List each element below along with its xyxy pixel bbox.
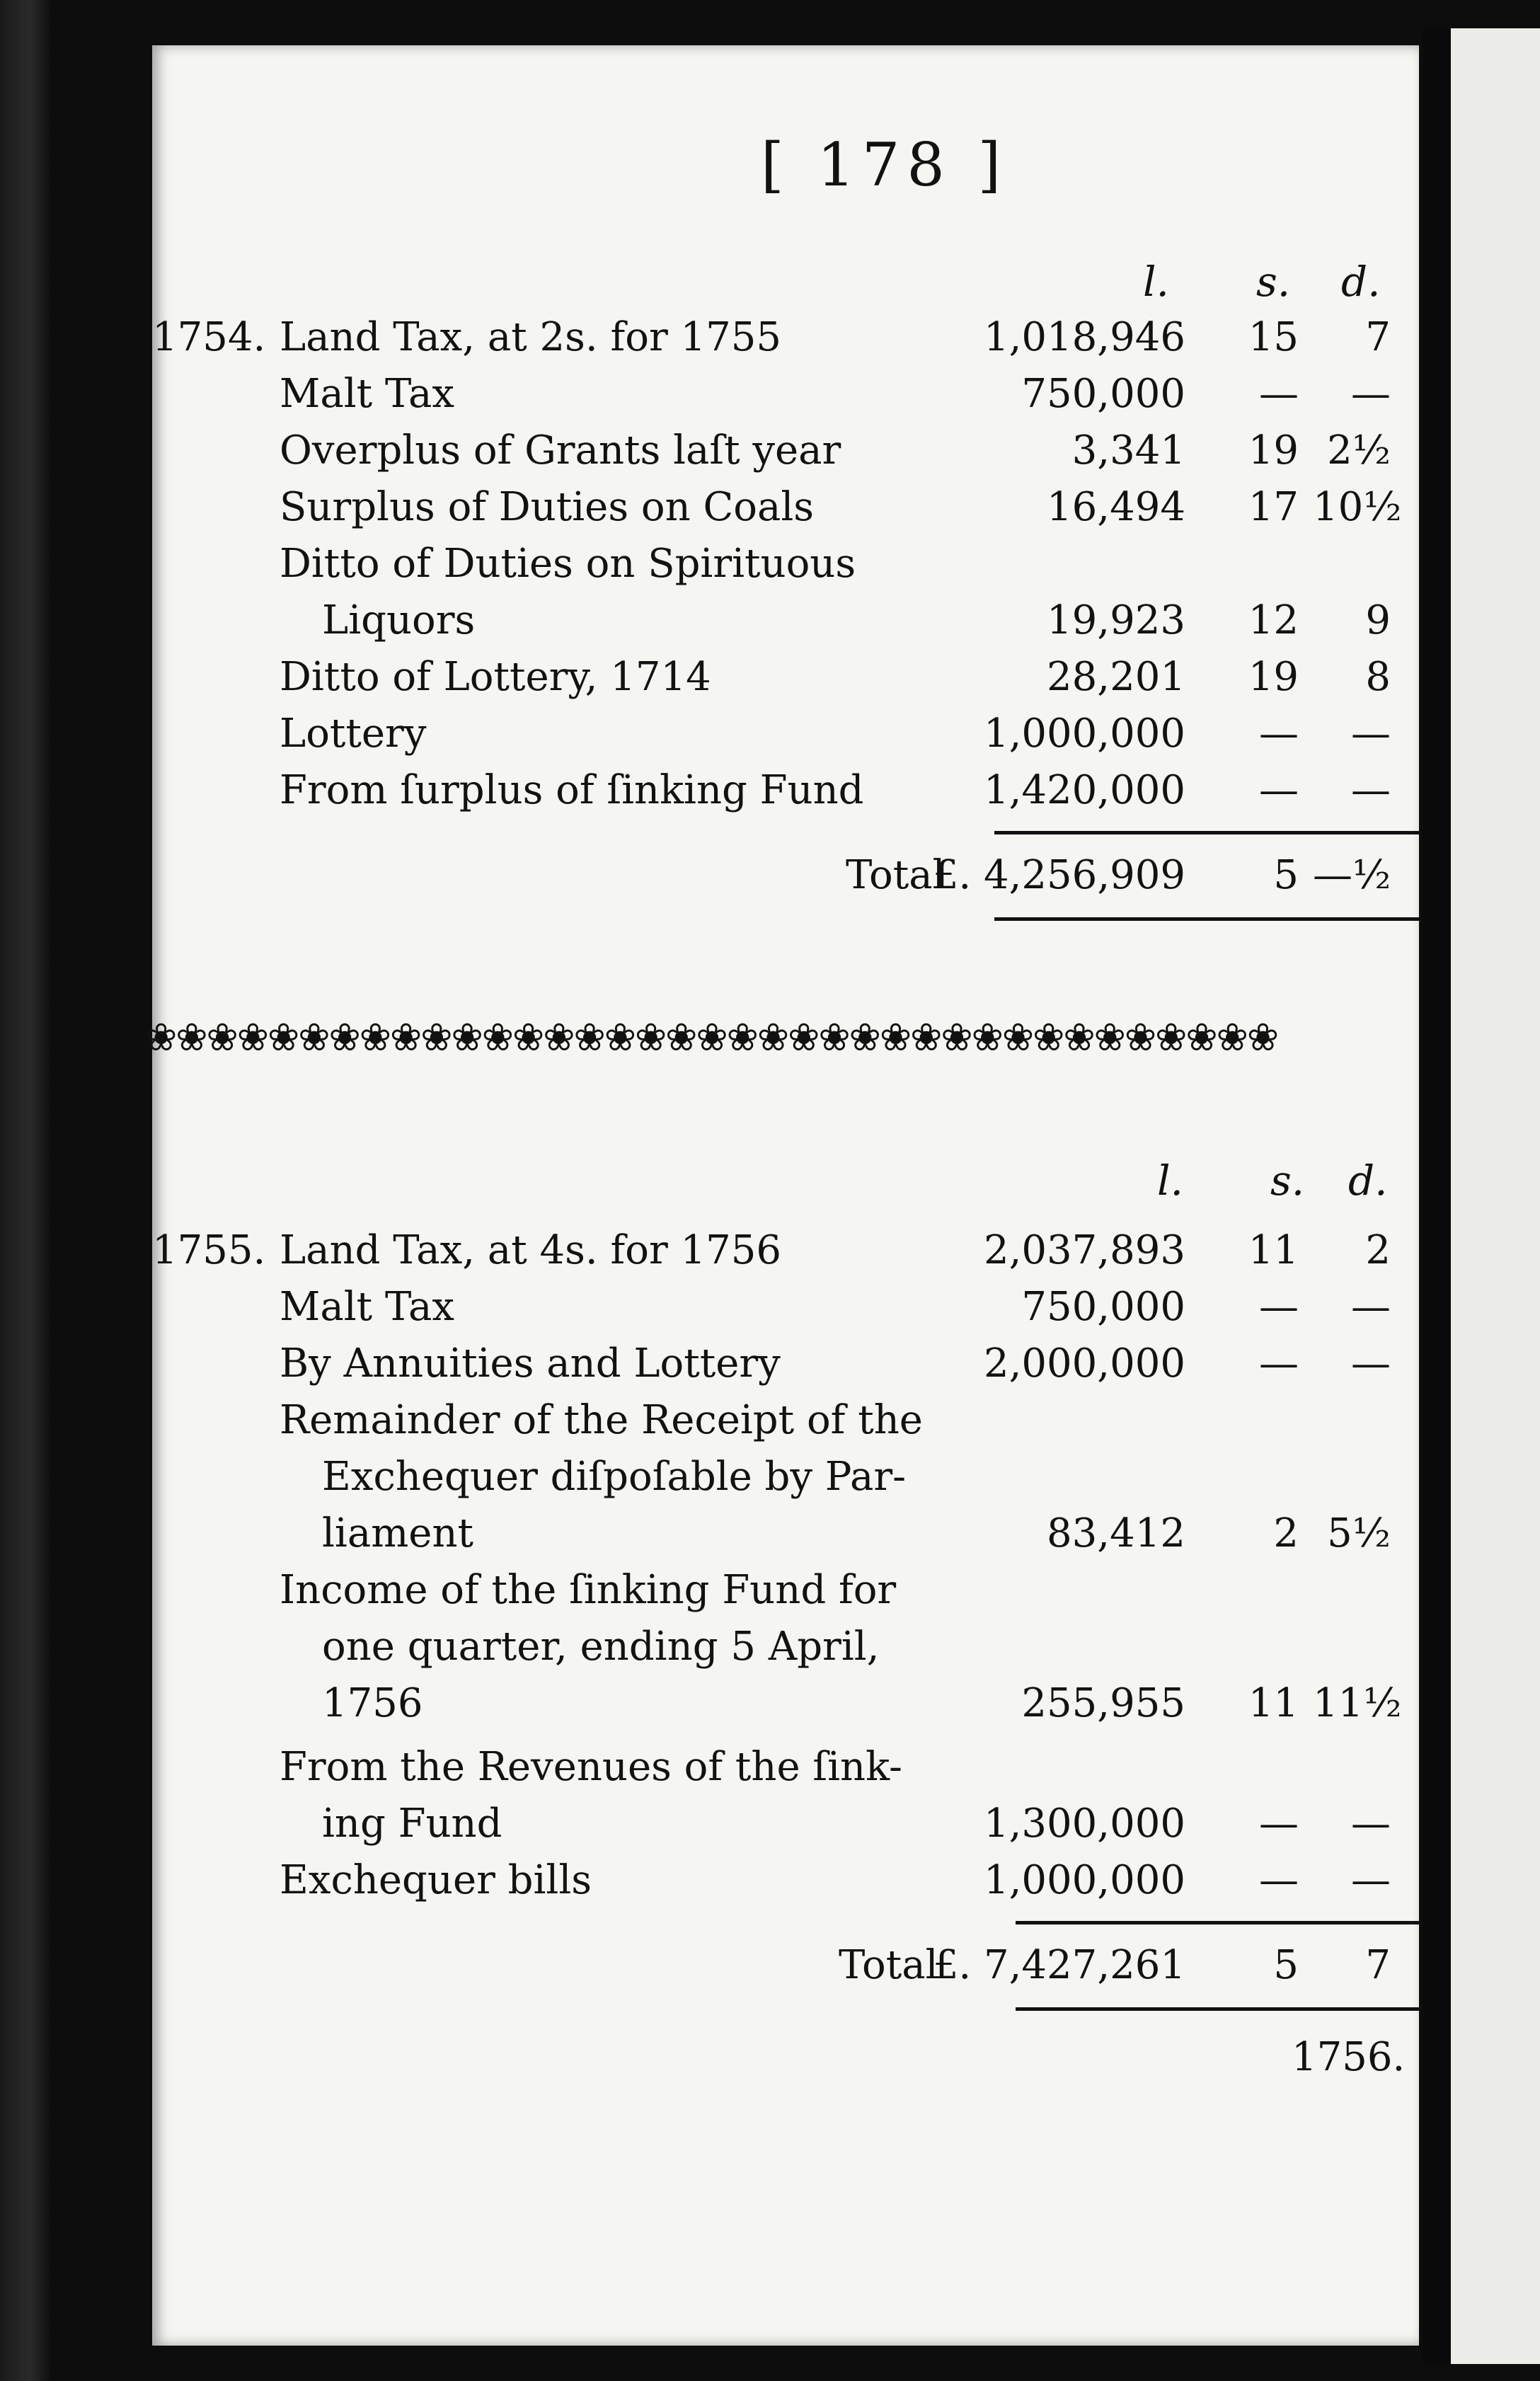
row-pounds: 16,494 [1047,484,1185,530]
row-pence: 7 [1365,314,1391,360]
row-shillings: — [1259,1801,1299,1847]
row-label: 1756 [322,1680,423,1726]
ledger-row [152,597,1419,654]
total-rule-bottom [994,917,1419,921]
row-pence: — [1351,1801,1391,1847]
ledger-row [152,1454,1419,1510]
row-pence: 2 [1365,1227,1391,1273]
row-shillings: 12 [1248,597,1299,643]
ledger-row [152,541,1419,597]
row-label: Malt Tax [280,1284,454,1330]
row-shillings: 17 [1248,484,1299,530]
row-shillings: 19 [1248,428,1299,474]
row-pence: — [1351,371,1391,417]
ledger-row [152,1227,1419,1284]
row-shillings: 11 [1248,1680,1299,1726]
row-pence: 11½ [1313,1680,1402,1726]
book-spine [0,0,50,2381]
row-pounds: 1,300,000 [983,1801,1185,1847]
total-label: Total [846,852,946,898]
year-label: 1755. [152,1227,266,1273]
ledger-row [152,1744,1419,1801]
row-pounds: 3,341 [1071,428,1185,474]
row-label: Land Tax, at 2s. for 1755 [280,314,782,360]
total-row [152,1942,1419,1999]
total-label: Total [839,1942,938,1988]
row-label: Liquors [322,597,476,643]
row-pounds: 1,018,946 [983,314,1185,360]
row-label: one quarter, ending 5 April, [322,1624,880,1670]
row-label: By Annuities and Lottery [280,1341,781,1387]
row-pence: — [1351,711,1391,757]
total-shillings: 5 [1273,1942,1299,1988]
page-number: [ 178 ] [761,130,1009,200]
ledger-row [152,1801,1419,1857]
year-label: 1754. [152,314,266,360]
row-label: ing Fund [322,1801,502,1847]
row-label: From the Revenues of the ſink- [280,1744,902,1790]
row-pence: — [1351,1284,1391,1330]
row-shillings: 19 [1248,654,1299,700]
row-pence: — [1351,1857,1391,1903]
row-pounds: 255,955 [1021,1680,1185,1726]
total-pence: 7 [1365,1942,1391,1988]
col-header-s: s. [1270,1157,1305,1205]
row-shillings: 11 [1248,1227,1299,1273]
total-rule-top [1016,1921,1419,1924]
row-shillings: — [1259,371,1299,417]
ledger-row [152,767,1419,824]
ledger-row [152,484,1419,541]
ledger-row [152,654,1419,711]
row-label: Land Tax, at 4s. for 1756 [280,1227,782,1273]
row-label: Lottery [280,711,427,757]
row-label: Exchequer diſpoſable by Par- [322,1454,907,1500]
total-shillings: 5 [1273,852,1299,898]
ledger-row [152,314,1419,371]
row-shillings: — [1259,1284,1299,1330]
total-pounds: £. 7,427,261 [933,1942,1185,1988]
ledger-row [152,1397,1419,1454]
col-header-d: d. [1341,258,1381,306]
row-pounds: 83,412 [1047,1510,1185,1556]
row-label: Income of the ſinking Fund for [280,1567,897,1613]
row-pounds: 2,000,000 [983,1341,1185,1387]
ledger-row [152,1284,1419,1341]
row-pounds: 750,000 [1021,371,1185,417]
row-label: Remainder of the Receipt of the [280,1397,923,1443]
total-pence: —½ [1313,852,1391,898]
row-label: Exchequer bills [280,1857,592,1903]
ledger-row [152,1857,1419,1914]
row-pounds: 2,037,893 [983,1227,1185,1273]
row-shillings: — [1259,1857,1299,1903]
row-label: Overplus of Grants laſt year [280,428,841,474]
row-shillings: — [1259,767,1299,813]
row-pounds: 19,923 [1047,597,1185,643]
row-shillings: — [1259,711,1299,757]
row-label: Surplus of Duties on Coals [280,484,815,530]
ledger-row [152,1680,1419,1737]
col-header-l: l. [1143,258,1169,306]
row-pounds: 1,000,000 [983,1857,1185,1903]
row-label: Malt Tax [280,371,454,417]
book-page [145,45,1419,2346]
total-pounds: £. 4,256,909 [933,852,1185,898]
total-rule-top [994,831,1419,834]
ledger-row [152,1510,1419,1567]
ledger-row [152,1341,1419,1397]
row-pence: 2½ [1327,428,1391,474]
total-rule-bottom [1016,2007,1419,2011]
row-pence: 8 [1365,654,1391,700]
adjacent-page-fragment [1451,28,1540,2364]
col-header-s: s. [1256,258,1291,306]
row-pounds: 750,000 [1021,1284,1185,1330]
ledger-row [152,428,1419,484]
ledger-row [152,711,1419,767]
total-row [152,852,1419,909]
row-shillings: — [1259,1341,1299,1387]
row-pounds: 1,420,000 [983,767,1185,813]
row-pence: — [1351,1341,1391,1387]
row-pounds: 28,201 [1047,654,1185,700]
row-pence: — [1351,767,1391,813]
page-gutter [1423,28,1451,2364]
ledger-row [152,371,1419,428]
col-header-l: l. [1157,1157,1183,1205]
row-shillings: 2 [1273,1510,1299,1556]
row-label: From ſurplus of ſinking Fund [280,767,864,813]
row-label: liament [322,1510,474,1556]
ornamental-divider: ❀❀❀❀❀❀❀❀❀❀❀❀❀❀❀❀❀❀❀❀❀❀❀❀❀❀❀❀❀❀❀❀❀❀❀❀❀ [145,1015,1278,1057]
catchword: 1756. [1292,2034,1406,2080]
ledger-row [152,1624,1419,1680]
row-shillings: 15 [1248,314,1299,360]
ledger-row [152,1567,1419,1624]
row-label: Ditto of Lottery, 1714 [280,654,711,700]
row-pounds: 1,000,000 [983,711,1185,757]
row-pence: 9 [1365,597,1391,643]
col-header-d: d. [1348,1157,1388,1205]
row-label: Ditto of Duties on Spirituous [280,541,856,587]
row-pence: 5½ [1327,1510,1391,1556]
row-pence: 10½ [1313,484,1402,530]
